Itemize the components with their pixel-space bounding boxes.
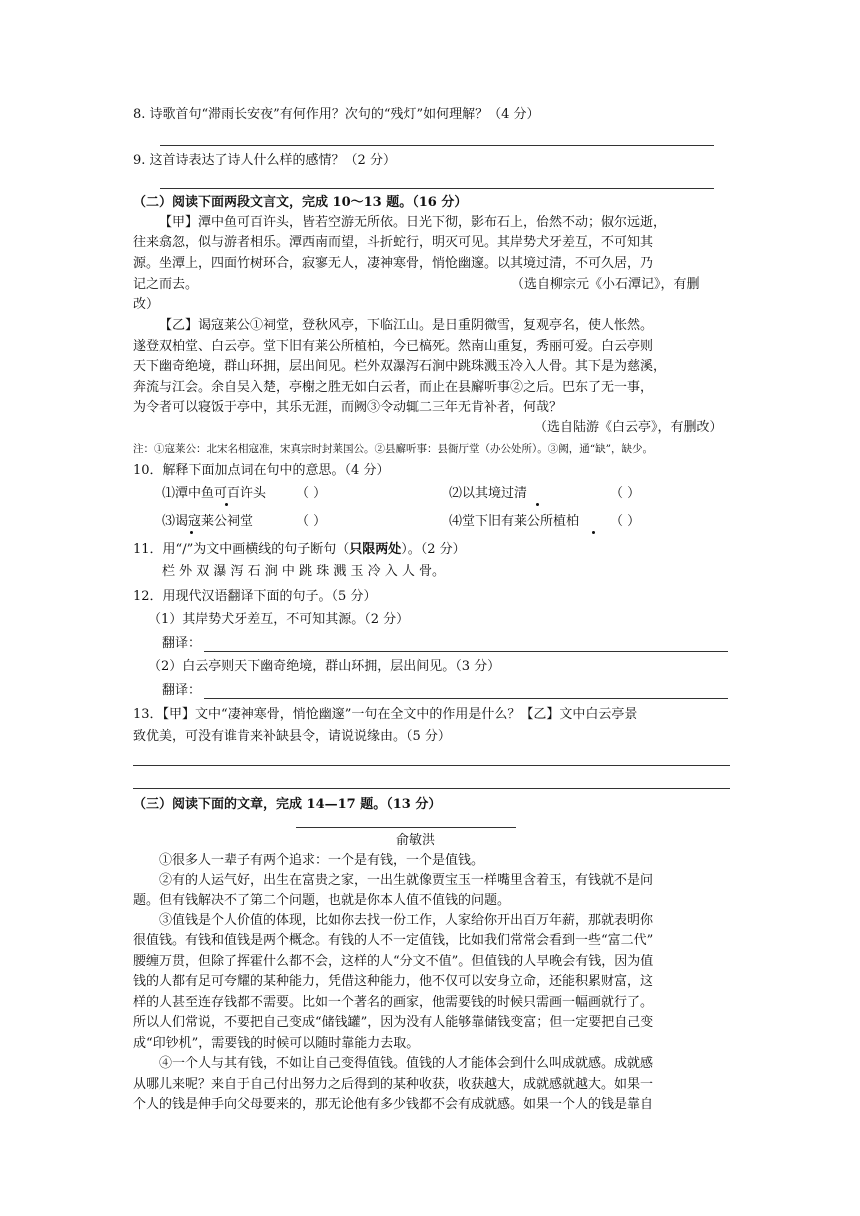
q10-item-text: ⑶谒寇莱公祠堂 [162,514,254,529]
q10-item-text: ⑵以其境过清 [449,486,528,501]
q10-item-text: ⑷堂下旧有莱公所植柏 [449,514,580,529]
paragraph-line: 钱的人都有足可夸耀的某种能力，凭借这种能力，他不仅可以安身立命，还能积累财富，这 [133,974,654,989]
jia-line: 记之而去。 [133,277,199,292]
paragraph-line: ①很多人一辈子有两个追求：一个是有钱，一个是值钱。 [159,853,485,868]
question-10: 10．解释下面加点词在句中的意思。（4 分） [133,463,390,478]
paragraph-line: ④一个人与其有钱，不如让自己变得值钱。值钱的人才能体会到什么叫成就感。成就感 [159,1056,654,1071]
paragraph-line: ③值钱是个人价值的体现，比如你去找一份工作，人家给你开出百万年薪，那就表明你 [159,913,654,928]
footnote: 注：①寇莱公：北宋名相寇准，宋真宗时封莱国公。②县廨听事：县衙厅堂（办公处所）。③阙，通“缺”，缺少。 [133,443,653,455]
q12-item-2: （2）白云亭则天下幽奇绝境，群山环拥，层出间见。（3 分） [148,659,501,674]
q10-item-blank: （ ） [296,514,327,529]
title-blank-line [296,827,516,828]
answer-line [133,788,730,789]
jia-line: 【甲】潭中鱼可百许头，皆若空游无所依。日光下彻，影布石上，佁然不动；俶尔远逝， [159,215,667,230]
paragraph-line: 题。但有钱解决不了第二个问题，也就是你本人值不值钱的问题。 [133,893,511,908]
emphasis-dot [536,503,539,506]
emphasis-dot [190,531,193,534]
answer-line [160,188,714,189]
question-8: 8. 诗歌首句“滞雨长安夜”有何作用？次句的“残灯”如何理解？（4 分） [133,107,540,122]
paragraph-line: 从哪儿来呢？来自于自己付出努力之后得到的某种收获，收获越大，成就感就越大。如果一 [133,1077,654,1092]
paragraph-line: 样的人甚至连存钱都不需要。比如一个著名的画家，他需要钱的时候只需画一幅画就行了。 [133,995,654,1010]
question-13-cont: 致优美，可没有谁肯来补缺县令，请说说缘由。（5 分） [133,729,451,744]
question-12: 12．用现代汉语翻译下面的句子。（5 分） [133,589,377,604]
yi-line: 遂登双柏堂、白云亭。堂下旧有莱公所植柏，今已槁死。然南山重复，秀丽可爱。白云亭则 [133,339,654,354]
answer-line [160,145,714,146]
jia-line: 源。坐潭上，四面竹树环合，寂寥无人，凄神寒骨，悄怆幽邃。以其境过清，不可久居，乃 [133,256,654,271]
q12-item-1: （1）其岸势犬牙差互，不可知其源。（2 分） [148,612,410,627]
emphasis-dot [592,531,595,534]
question-13: 13．【甲】文中“凄神寒骨，悄怆幽邃”一句在全文中的作用是什么？【乙】文中白云亭景 [133,707,638,722]
q11-sentence: 栏 外 双 瀑 泻 石 涧 中 跳 珠 溅 玉 冷 入 人 骨。 [162,564,445,579]
translate-label: 翻译： [162,683,202,698]
q11-score: ）。（2 分） [401,542,466,557]
q10-item-blank: （ ） [610,486,641,501]
paragraph-line: ②有的人运气好，出生在富贵之家，一出生就像贾宝玉一样嘴里含着玉，有钱就不是问 [159,873,654,888]
yi-source: （选自陆游《白云亭》，有删改） [534,420,723,435]
translate-label: 翻译： [162,636,202,651]
paragraph-line: 很值钱。有钱和值钱是两个概念。有钱的人不一定值钱，比如我们常常会看到一些“富二代” [133,933,654,948]
yi-line: 【乙】谒寇莱公①祠堂，登秋风亭，下临江山。是日重阴微雪，复观亭名，使人怅然。 [159,318,654,333]
question-11 [133,541,466,559]
jia-source-cont: 改） [133,297,160,312]
paragraph-line: 所以人们常说，不要把自己变成“储钱罐”，因为没有人能够靠储钱变富；但一定要把自己变 [133,1015,654,1030]
yi-line: 天下幽奇绝境，群山环拥，层出间见。栏外双瀑泻石涧中跳珠溅玉冷入人骨。其下是为慈溪， [133,359,667,374]
answer-line [204,651,728,652]
jia-source: （选自柳宗元《小石潭记》，有删 [511,277,700,292]
answer-line [133,765,730,766]
paragraph-line: 成“印钞机”，需要钱的时候可以随时靠能力去取。 [133,1036,420,1051]
yi-line: 奔流与江会。余自吴入楚，亭榭之胜无如白云者，而止在县廨听事②之后。巴东了无一事， [133,380,654,395]
q10-item-blank: （ ） [296,486,327,501]
paragraph-line: 个人的钱是伸手向父母要来的，那无论他有多少钱都不会有成就感。如果一个人的钱是靠自 [133,1097,654,1112]
q11-text: 11．用“/”为文中画横线的句子断句（ [133,542,350,557]
q10-item-blank: （ ） [610,514,641,529]
jia-line: 往来翕忽，似与游者相乐。潭西南而望，斗折蛇行，明灭可见。其岸势犬牙差互，不可知其 [133,235,654,250]
yi-line: 为令者可以寝饭于亭中，其乐无涯，而阙③令动辄二三年无肯补者，何哉？ [133,400,563,415]
q10-item-text: ⑴潭中鱼可百许头 [162,486,267,501]
section-2-title: （二）阅读下面两段文言文，完成 10～13 题。（16 分） [133,195,468,210]
question-9: 9. 这首诗表达了诗人什么样的感情？（2 分） [133,153,396,168]
author: 俞敏洪 [396,833,436,848]
answer-line [204,698,728,699]
emphasis-dot [225,503,228,506]
paragraph-line: 腰缠万贯，但除了挥霍什么都不会，这样的人“分文不值”。但值钱的人早晚会有钱，因为值 [133,954,654,969]
section-3-title: （三）阅读下面的文章，完成 14—17 题。（13 分） [133,797,442,812]
q11-emphasis: 只限两处 [349,542,402,557]
